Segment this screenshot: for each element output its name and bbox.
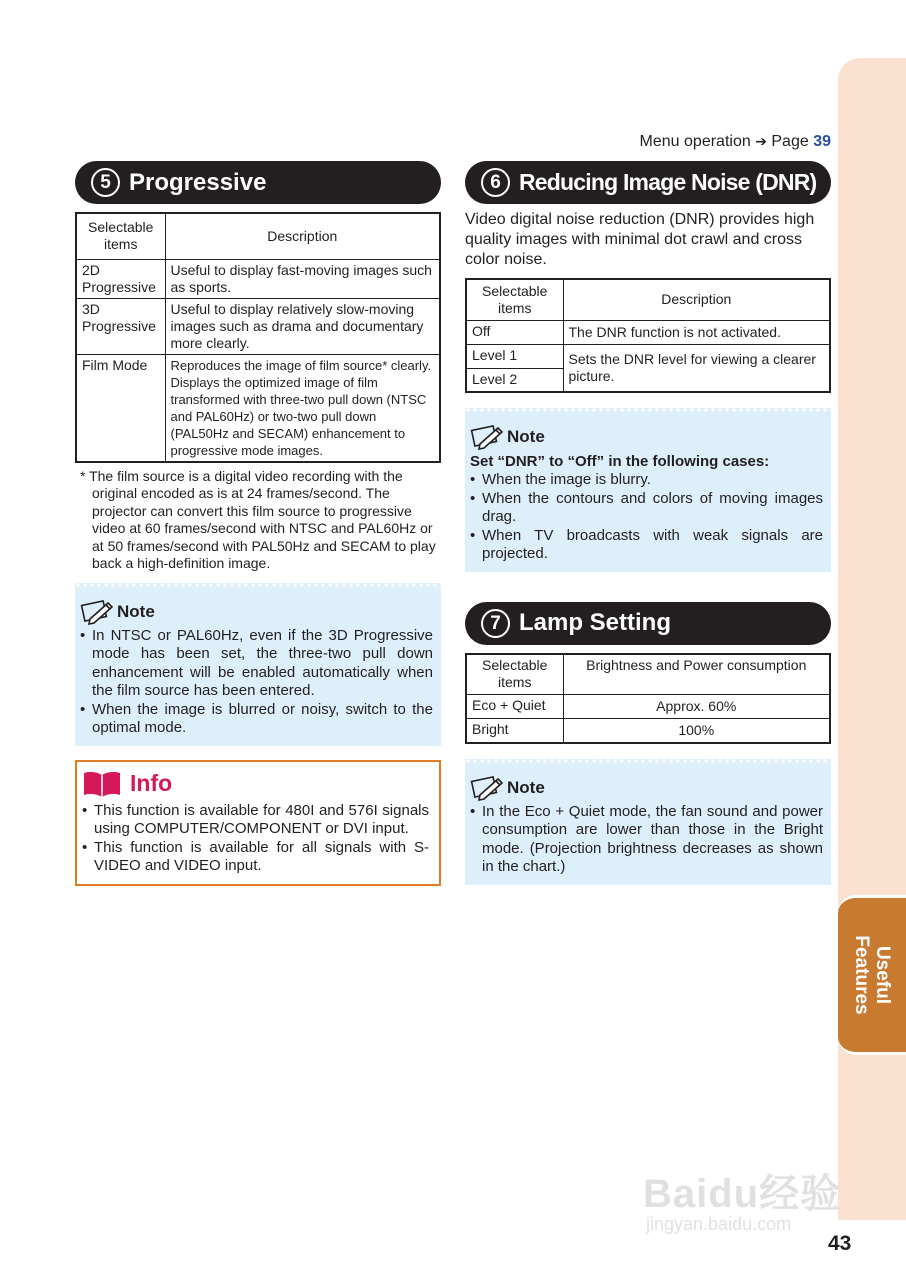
table-row (76, 354, 440, 462)
progressive-info-box (75, 760, 441, 886)
section-title: Progressive (129, 168, 267, 196)
description-cell: Useful to display fast-moving images such as sports. (165, 259, 440, 298)
pencil-note-icon (470, 775, 504, 801)
watermark-url: jingyan.baidu.com (646, 1214, 792, 1234)
description-cell: Useful to display relatively slow-moving images such as drama and documentary more clearly. (165, 298, 440, 354)
table-header-row (76, 213, 440, 259)
menu-ref-label: Menu operation (639, 133, 751, 150)
note-list (80, 627, 433, 738)
lamp-note-box (465, 759, 831, 885)
section-heading-progressive (75, 161, 441, 204)
item-cell: Eco + Quiet (466, 695, 563, 719)
pencil-note-icon (80, 599, 114, 625)
section-number-badge: 7 (481, 609, 510, 638)
column-header: Description (165, 213, 440, 259)
right-column (465, 161, 831, 885)
section-title: Lamp Setting (519, 609, 672, 636)
section-heading-dnr (465, 161, 831, 204)
list-item: • This function is available for all signals with S-VIDEO and VIDEO input. (82, 839, 429, 876)
section-number-badge: 5 (91, 168, 120, 197)
item-cell: Film Mode (76, 354, 165, 462)
list-item: • When the image is blurred or noisy, switch to the optimal mode. (80, 701, 433, 738)
dnr-intro-text: Video digital noise reduction (DNR) provides high quality images with minimal dot crawl and cross color noise. (465, 211, 815, 268)
progressive-note-box (75, 583, 441, 746)
section-number-badge: 6 (481, 168, 510, 197)
open-book-icon (82, 770, 122, 798)
film-source-footnote: * The film source is a digital video recording with the original encoded as is at 24 frames/second. The projector can convert this film source to progressive video at 60 frames/second with NTSC and PAL60Hz or at 50 frames/second with PAL50Hz and SECAM to play back a high-definition image. (80, 467, 436, 571)
value-cell: Approx. 60% (563, 695, 830, 719)
table-row (76, 259, 440, 298)
section-title: Reducing Image Noise (DNR) (519, 169, 817, 195)
arrow-right-icon: ➔ (755, 133, 767, 149)
description-cell: Sets the DNR level for viewing a clearer picture. (563, 344, 830, 392)
description-cell: Reproduces the image of film source* clearly. Displays the optimized image of film transformed with three-two pull down (NTSC and PAL60Hz) or two-two pull down (PAL50Hz and SECAM) enhancement to progressive mode images. (165, 354, 440, 462)
list-item: • When the image is blurry. (470, 471, 823, 490)
list-item: • When the contours and colors of moving images drag. (470, 490, 823, 527)
item-cell: Level 2 (466, 368, 563, 392)
dnr-note-box (465, 408, 831, 572)
table-row (466, 344, 830, 368)
menu-operation-reference (640, 133, 831, 151)
table-row (466, 320, 830, 344)
side-tab-useful-features[interactable] (838, 895, 906, 1055)
progressive-table (75, 212, 441, 463)
item-cell: 3D Progressive (76, 298, 165, 354)
value-cell: 100% (563, 719, 830, 743)
table-row (466, 695, 830, 719)
info-heading: Info (82, 770, 429, 798)
column-header: Selectable items (466, 279, 563, 320)
table-header-row (466, 279, 830, 320)
note-list (470, 471, 823, 564)
side-tab-label: Useful Features (851, 935, 893, 1015)
page-number: 43 (828, 1232, 852, 1255)
baidu-watermark (643, 1148, 853, 1243)
left-column (75, 161, 441, 886)
table-row (76, 298, 440, 354)
watermark-logo-text: Baidu经验 (643, 1172, 842, 1216)
pencil-note-icon (470, 424, 504, 450)
note-heading: Note (470, 424, 823, 450)
column-header: Selectable items (76, 213, 165, 259)
description-cell: The DNR function is not activated. (563, 320, 830, 344)
dnr-table (465, 278, 831, 393)
section-heading-lamp-setting (465, 602, 831, 645)
note-list (470, 803, 823, 877)
list-item: • In NTSC or PAL60Hz, even if the 3D Progressive mode has been set, the three-two pull down enhancement will be enabled automatically when the film source has been entered. (80, 627, 433, 701)
info-list (82, 802, 429, 876)
lamp-setting-table (465, 653, 831, 744)
column-header: Selectable items (466, 654, 563, 695)
table-header-row (466, 654, 830, 695)
item-cell: Bright (466, 719, 563, 743)
list-item: • When TV broadcasts with weak signals are projected. (470, 527, 823, 564)
column-header: Brightness and Power consumption (563, 654, 830, 695)
item-cell: 2D Progressive (76, 259, 165, 298)
column-header: Description (563, 279, 830, 320)
item-cell: Off (466, 320, 563, 344)
item-cell: Level 1 (466, 344, 563, 368)
note-heading: Note (80, 599, 433, 625)
list-item: • In the Eco + Quiet mode, the fan sound and power consumption are lower than those in the Bright mode. (Projection brightness decreases as shown in the chart.) (470, 803, 823, 877)
table-row (466, 719, 830, 743)
page-ref-link[interactable]: 39 (813, 133, 831, 150)
list-item: • This function is available for 480I and 576I signals using COMPUTER/COMPONENT or DVI input. (82, 802, 429, 839)
page-label: Page (771, 133, 809, 150)
note-subheading: Set “DNR” to “Off” in the following cases: (470, 453, 770, 470)
note-heading: Note (470, 775, 823, 801)
